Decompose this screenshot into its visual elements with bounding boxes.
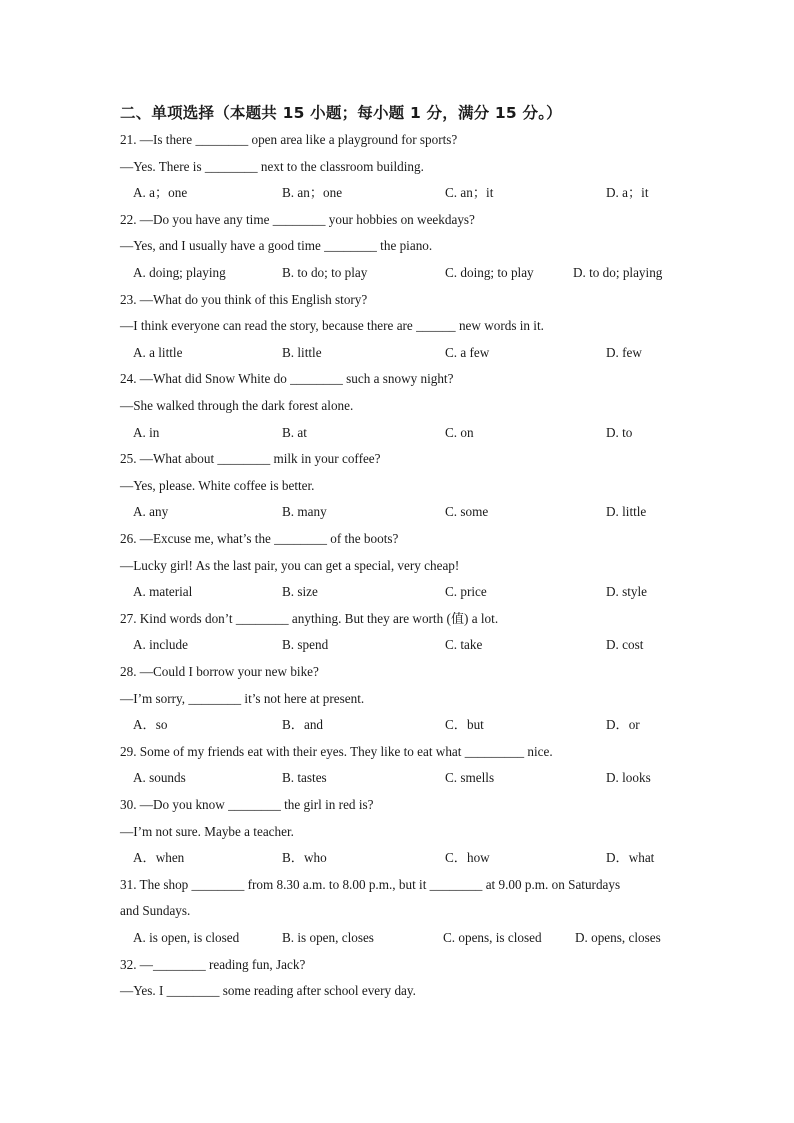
options-row: [0, 583, 794, 601]
option-d: D. little: [606, 504, 647, 520]
question-text: 32. —________ reading fun, Jack?: [120, 956, 306, 972]
option-d: D. cost: [606, 637, 644, 653]
option-d: D. few: [606, 344, 642, 360]
option-b: B. to do; to play: [282, 265, 368, 280]
option-b: B. many: [282, 504, 327, 520]
option-c: C. some: [445, 504, 489, 520]
option-c: C．but: [445, 717, 484, 733]
option-a: A. a little: [133, 344, 183, 360]
question-line: —Yes. There is ________ next to the classroom building.: [120, 158, 424, 174]
option-c: C. an；it: [445, 185, 494, 201]
question-line: —Yes. I ________ some reading after school every day.: [120, 983, 416, 999]
options-row: [0, 264, 794, 282]
question-line: —I think everyone can read the story, because there are ______ new words in it.: [120, 318, 544, 334]
section-title: 二、单项选择（本题共 15 小题；每小题 1 分，满分 15 分。）: [120, 104, 562, 122]
question-line: —I’m sorry, ________ it’s not here at present.: [120, 690, 365, 706]
option-b: B. spend: [282, 637, 329, 653]
option-b: B. an；one: [282, 185, 343, 201]
question-line: —Yes, please. White coffee is better.: [120, 477, 315, 493]
option-a: A. material: [133, 584, 193, 600]
option-d: D. style: [606, 584, 648, 600]
question-text: 26. —Excuse me, what’s the ________ of the boots?: [120, 531, 399, 546]
options-row: [0, 636, 794, 654]
option-c: C. price: [445, 584, 487, 600]
option-b: B．and: [282, 717, 324, 733]
option-d: D．what: [606, 850, 655, 866]
option-c: C．how: [445, 850, 490, 866]
option-d: D．or: [606, 717, 640, 733]
option-a: A. doing; playing: [133, 265, 226, 280]
question-text: 25. —What about ________ milk in your coffee?: [120, 451, 381, 467]
option-a: A. a；one: [133, 185, 188, 201]
question-line: —Lucky girl! As the last pair, you can get a special, very cheap!: [120, 557, 460, 573]
option-a: A. any: [133, 504, 169, 520]
options-row: [0, 344, 794, 362]
question-line: —Yes, and I usually have a good time ________ the piano.: [120, 238, 433, 254]
options-row: [0, 849, 794, 867]
question-text: 31. The shop ________ from 8.30 a.m. to 8.00 p.m., but it ________ at 9.00 p.m. on Saturdays: [120, 876, 621, 892]
option-d: D. to: [606, 424, 633, 440]
option-a: A. is open, is closed: [133, 930, 240, 945]
option-c: C. smells: [445, 770, 495, 786]
option-b: B．who: [282, 850, 327, 866]
options-row: [0, 929, 794, 947]
option-b: B. is open, closes: [282, 930, 374, 945]
question-line: —I’m not sure. Maybe a teacher.: [120, 823, 294, 839]
option-c: C. on: [445, 424, 474, 440]
question-text: 23. —What do you think of this English story?: [120, 291, 368, 307]
question-text: 27. Kind words don’t ________ anything. But they are worth (值) a lot.: [120, 610, 499, 626]
option-d: D. to do; playing: [573, 265, 663, 280]
option-a: A. sounds: [133, 770, 186, 786]
options-row: [0, 769, 794, 787]
option-b: B. at: [282, 424, 307, 440]
option-b: B. tastes: [282, 770, 327, 786]
question-text: 22. —Do you have any time ________ your hobbies on weekdays?: [120, 211, 475, 227]
options-row: [0, 424, 794, 442]
option-c: C. doing; to play: [445, 265, 534, 280]
question-text: 29. Some of my friends eat with their eyes. They like to eat what _________ nice.: [120, 743, 553, 759]
question-text: 30. —Do you know ________ the girl in red is?: [120, 797, 374, 812]
option-d: D. looks: [606, 770, 651, 786]
options-row: [0, 503, 794, 521]
options-row: [0, 716, 794, 734]
option-a: A．so: [133, 717, 168, 733]
option-c: C. opens, is closed: [443, 930, 542, 945]
options-row: [0, 184, 794, 202]
option-a: A. in: [133, 424, 160, 440]
option-d: D. a；it: [606, 185, 649, 201]
question-line: and Sundays.: [120, 903, 191, 919]
option-c: C. take: [445, 637, 483, 653]
option-a: A. include: [133, 637, 188, 653]
option-d: D. opens, closes: [575, 930, 661, 945]
option-a: A．when: [133, 850, 185, 866]
option-b: B. size: [282, 584, 318, 600]
option-b: B. little: [282, 344, 322, 360]
question-text: 21. —Is there ________ open area like a playground for sports?: [120, 132, 458, 147]
question-text: 24. —What did Snow White do ________ such a snowy night?: [120, 371, 454, 387]
question-line: —She walked through the dark forest alone.: [120, 398, 354, 413]
option-c: C. a few: [445, 344, 490, 360]
question-text: 28. —Could I borrow your new bike?: [120, 664, 319, 679]
